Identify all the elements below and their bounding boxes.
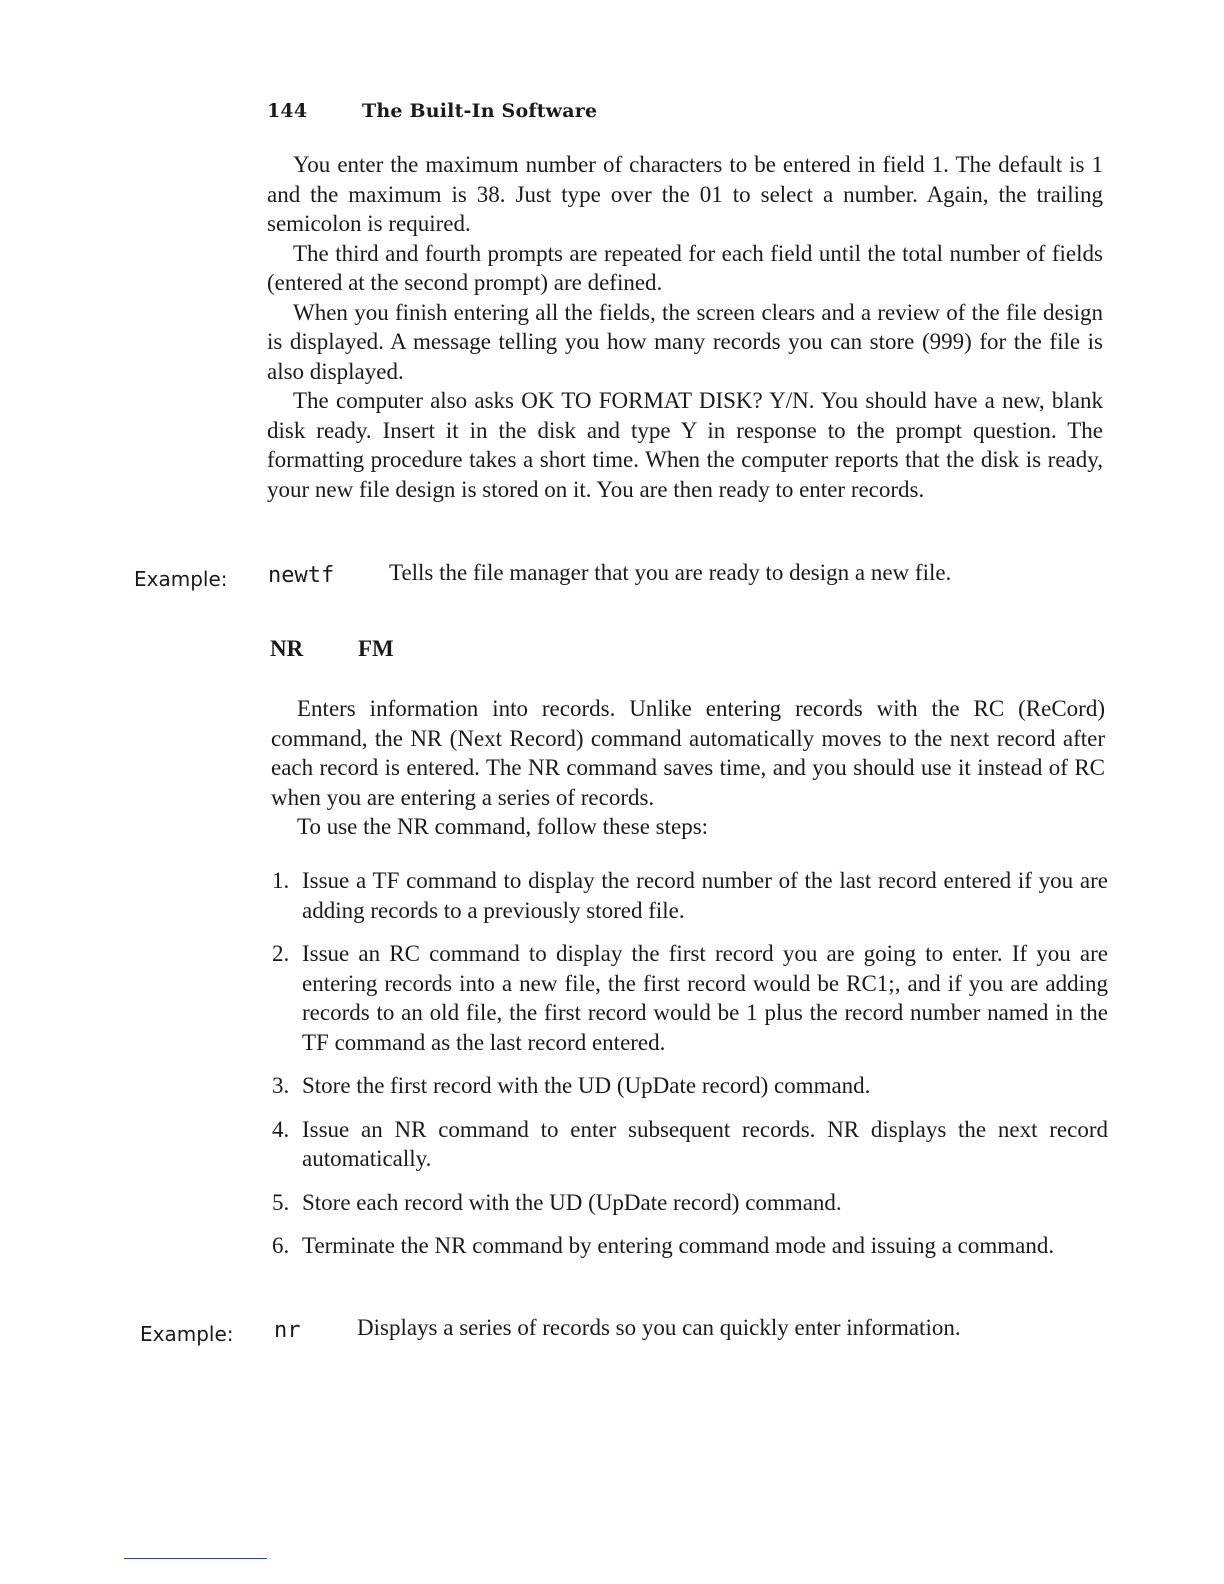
command-heading [270,636,394,662]
step-text: Issue an RC command to display the first record you are going to enter. If you are entering records into a new file, the first record would be RC1;, and if you are adding records to an old file, the first record would be 1 plus the record number named in the TF command as the last record entered. [302,941,1108,1055]
example-label: Example: [140,1322,234,1346]
intro-text [267,150,1103,504]
list-item [270,1231,1108,1261]
paragraph: The computer also asks OK TO FORMAT DISK? Y/N. You should have a new, blank disk ready. Insert it in the disk and type Y in response to the prompt question. The formatting procedure takes a short time. When the computer reports that the disk is ready, your new file design is stored on it. You are then ready to enter records. [267,388,1103,502]
list-item [270,1071,1108,1101]
footnote-rule [124,1558,267,1559]
step-number: 6. [272,1233,290,1258]
example-description: Tells the file manager that you are ready to design a new file. [389,560,952,585]
step-number: 5. [272,1189,290,1215]
step-text: Store the first record with the UD (UpDate record) command. [302,1073,871,1098]
list-item [270,1188,1108,1218]
example-description: Displays a series of records so you can quickly enter information. [357,1315,961,1340]
paragraph: When you finish entering all the fields, the screen clears and a review of the file design is displayed. A message telling you how many records you can store (999) for the file is also displayed. [267,299,1103,384]
steps-list [270,866,1108,1275]
command-name: NR [270,636,304,661]
step-number: 4. [272,1116,290,1142]
example-command: nr [274,1318,301,1343]
command-module: FM [358,636,394,661]
step-text: Terminate the NR command by entering command mode and issuing a command. [302,1233,1055,1258]
step-text: Issue a TF command to display the record number of the last record entered if you are adding records to a previously stored file. [302,868,1108,923]
step-text: Issue an NR command to enter subsequent records. NR displays the next record automatically. [302,1116,1108,1171]
nr-description [271,694,1105,842]
list-item [270,939,1108,1057]
running-head [267,100,597,122]
chapter-title: The Built-In Software [362,100,598,122]
list-item [270,866,1108,925]
list-item [270,1115,1108,1174]
step-number: 3. [272,1073,290,1098]
page-number: 144 [267,100,308,122]
step-number: 2. [272,941,290,966]
paragraph: You enter the maximum number of characters to be entered in field 1. The default is 1 and the maximum is 38. Just type over the 01 to select a number. Again, the trailing semicolon is required. [267,152,1103,236]
paragraph: Enters information into records. Unlike entering records with the RC (ReCord) command, the NR (Next Record) command automatically moves to the next record after each record is entered. The NR command saves time, and you should use it instead of RC when you are entering a series of records. [271,696,1105,810]
paragraph: The third and fourth prompts are repeated for each field until the total number of fields (entered at the second prompt) are defined. [267,240,1103,295]
step-number: 1. [272,868,290,893]
step-text: Store each record with the UD (UpDate record) command. [302,1189,842,1215]
example-command: newtf [268,563,335,588]
paragraph: To use the NR command, follow these steps: [297,814,709,839]
example-label: Example: [134,567,228,591]
